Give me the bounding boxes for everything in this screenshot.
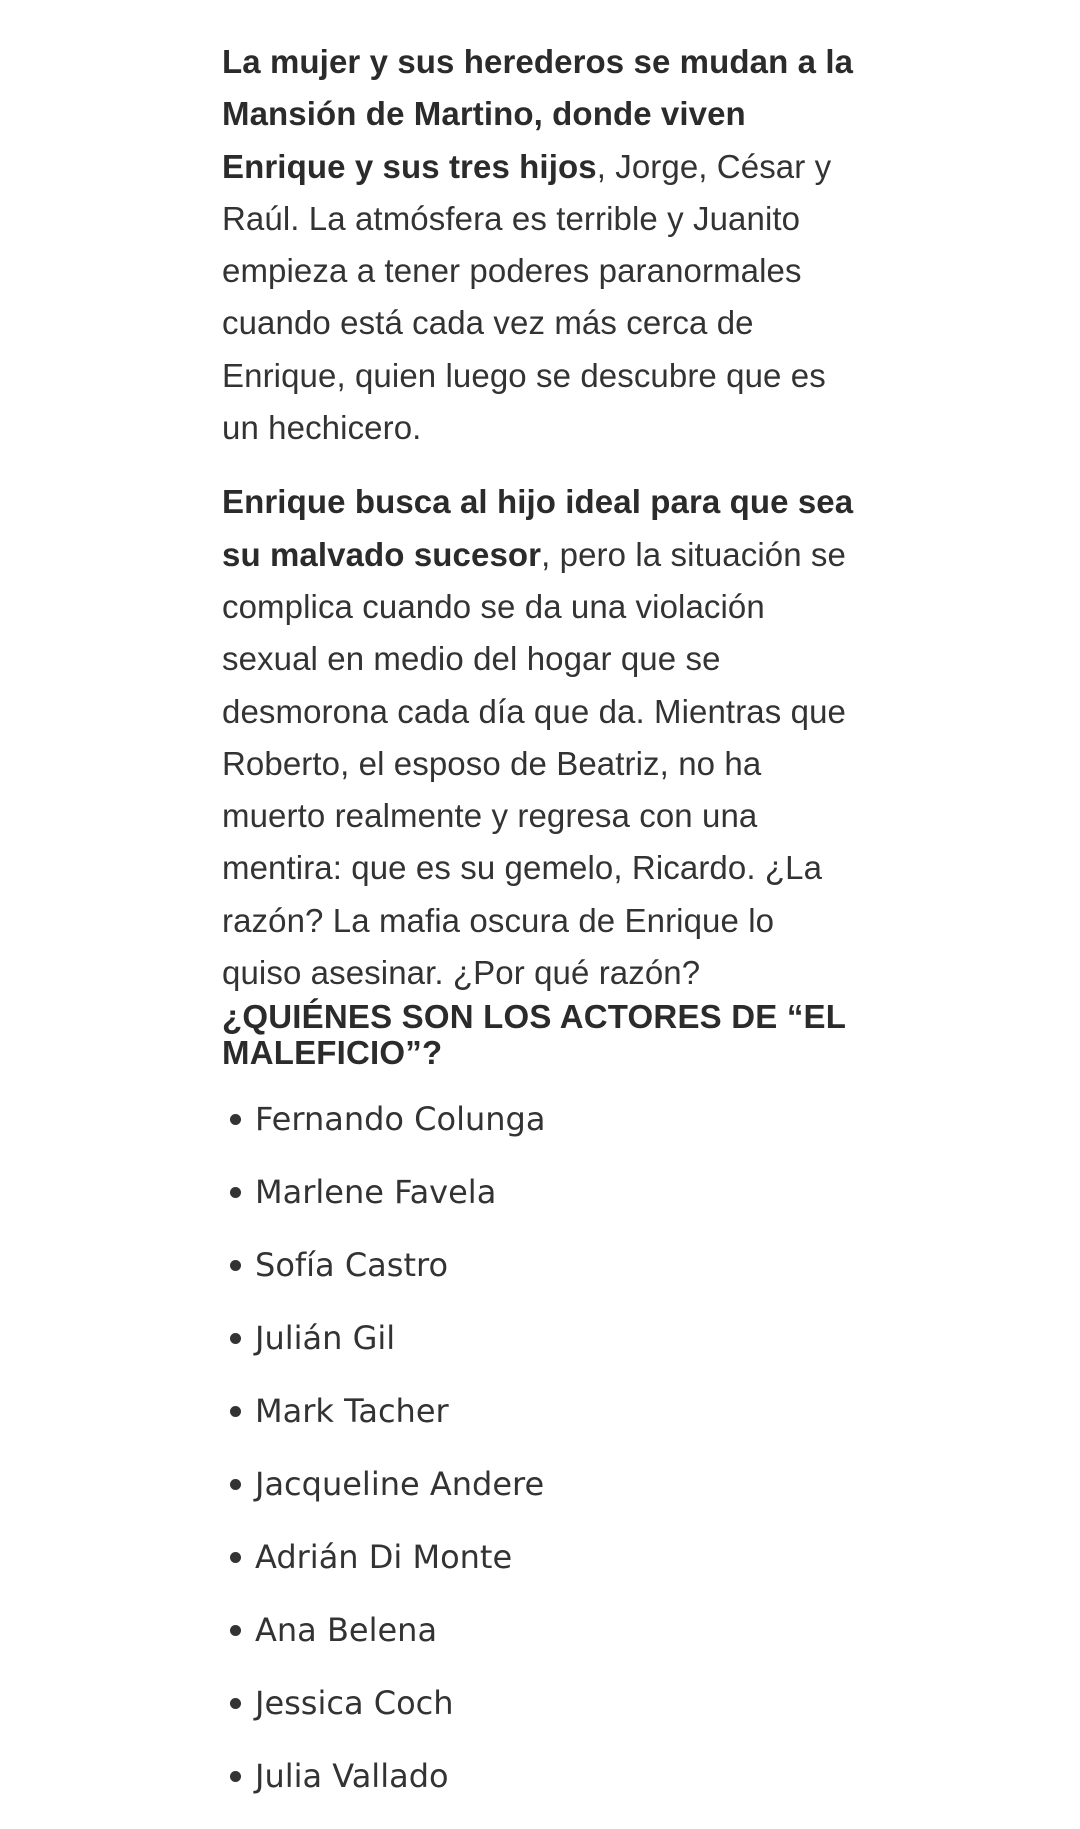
cast-name: Adrián Di Monte: [255, 1538, 513, 1577]
section-heading-cast: ¿QUIÉNES SON LOS ACTORES DE “EL MALEFICIO”?: [222, 998, 846, 1072]
cast-list: [222, 1099, 862, 1796]
paragraph-text: , Jorge, César y Raúl. La atmósfera es terrible y Juanito empieza a tener poderes paranormales cuando está cada vez más cerca de Enrique, quien luego se descubre que es un hechicero.: [222, 147, 832, 447]
paragraph-mansion: [222, 36, 862, 454]
bullet-icon: [230, 1333, 241, 1344]
cast-name: Fernando Colunga: [255, 1100, 546, 1139]
paragraph-bold-lead: Enrique busca al hijo ideal para que sea su malvado sucesor: [222, 483, 854, 573]
list-item: [222, 1099, 862, 1139]
list-item: [222, 1610, 862, 1650]
cast-name: Sofía Castro: [255, 1246, 449, 1285]
cast-name: Jacqueline Andere: [255, 1465, 545, 1504]
paragraph-bold-lead: La mujer y sus herederos se mudan a la Mansión de Martino, donde viven Enrique y sus tres hijos: [222, 43, 854, 185]
list-item: [222, 1245, 862, 1285]
bullet-icon: [230, 1406, 241, 1417]
paragraph-successor: [222, 476, 862, 999]
cast-name: Mark Tacher: [255, 1392, 449, 1431]
cast-name: Jessica Coch: [255, 1684, 454, 1723]
bullet-icon: [230, 1625, 241, 1636]
bullet-icon: [230, 1552, 241, 1563]
list-item: [222, 1683, 862, 1723]
paragraph-text: , pero la situación se complica cuando se da una violación sexual en medio del hogar que se desmorona cada día que da. Mientras que Roberto, el esposo de Beatriz, no ha muerto realmente y regresa con una mentira: que es su gemelo, Ricardo. ¿La razón? La mafia oscura de Enrique lo quiso asesinar. ¿Por qué razón?: [222, 535, 846, 992]
list-item: [222, 1318, 862, 1358]
list-item: [222, 1537, 862, 1577]
bullet-icon: [230, 1479, 241, 1490]
cast-name: Julia Vallado: [255, 1757, 449, 1796]
bullet-icon: [230, 1260, 241, 1271]
bullet-icon: [230, 1187, 241, 1198]
bullet-icon: [230, 1698, 241, 1709]
clipped-previous-line: [222, 0, 862, 14]
article-body: [222, 0, 862, 1829]
bullet-icon: [230, 1114, 241, 1125]
cast-name: Marlene Favela: [255, 1173, 497, 1212]
bullet-icon: [230, 1771, 241, 1782]
list-item: [222, 1464, 862, 1504]
cast-name: Ana Belena: [255, 1611, 438, 1650]
list-item: [222, 1172, 862, 1212]
list-item: [222, 1756, 862, 1796]
list-item: [222, 1391, 862, 1431]
cast-name: Julián Gil: [255, 1319, 396, 1358]
